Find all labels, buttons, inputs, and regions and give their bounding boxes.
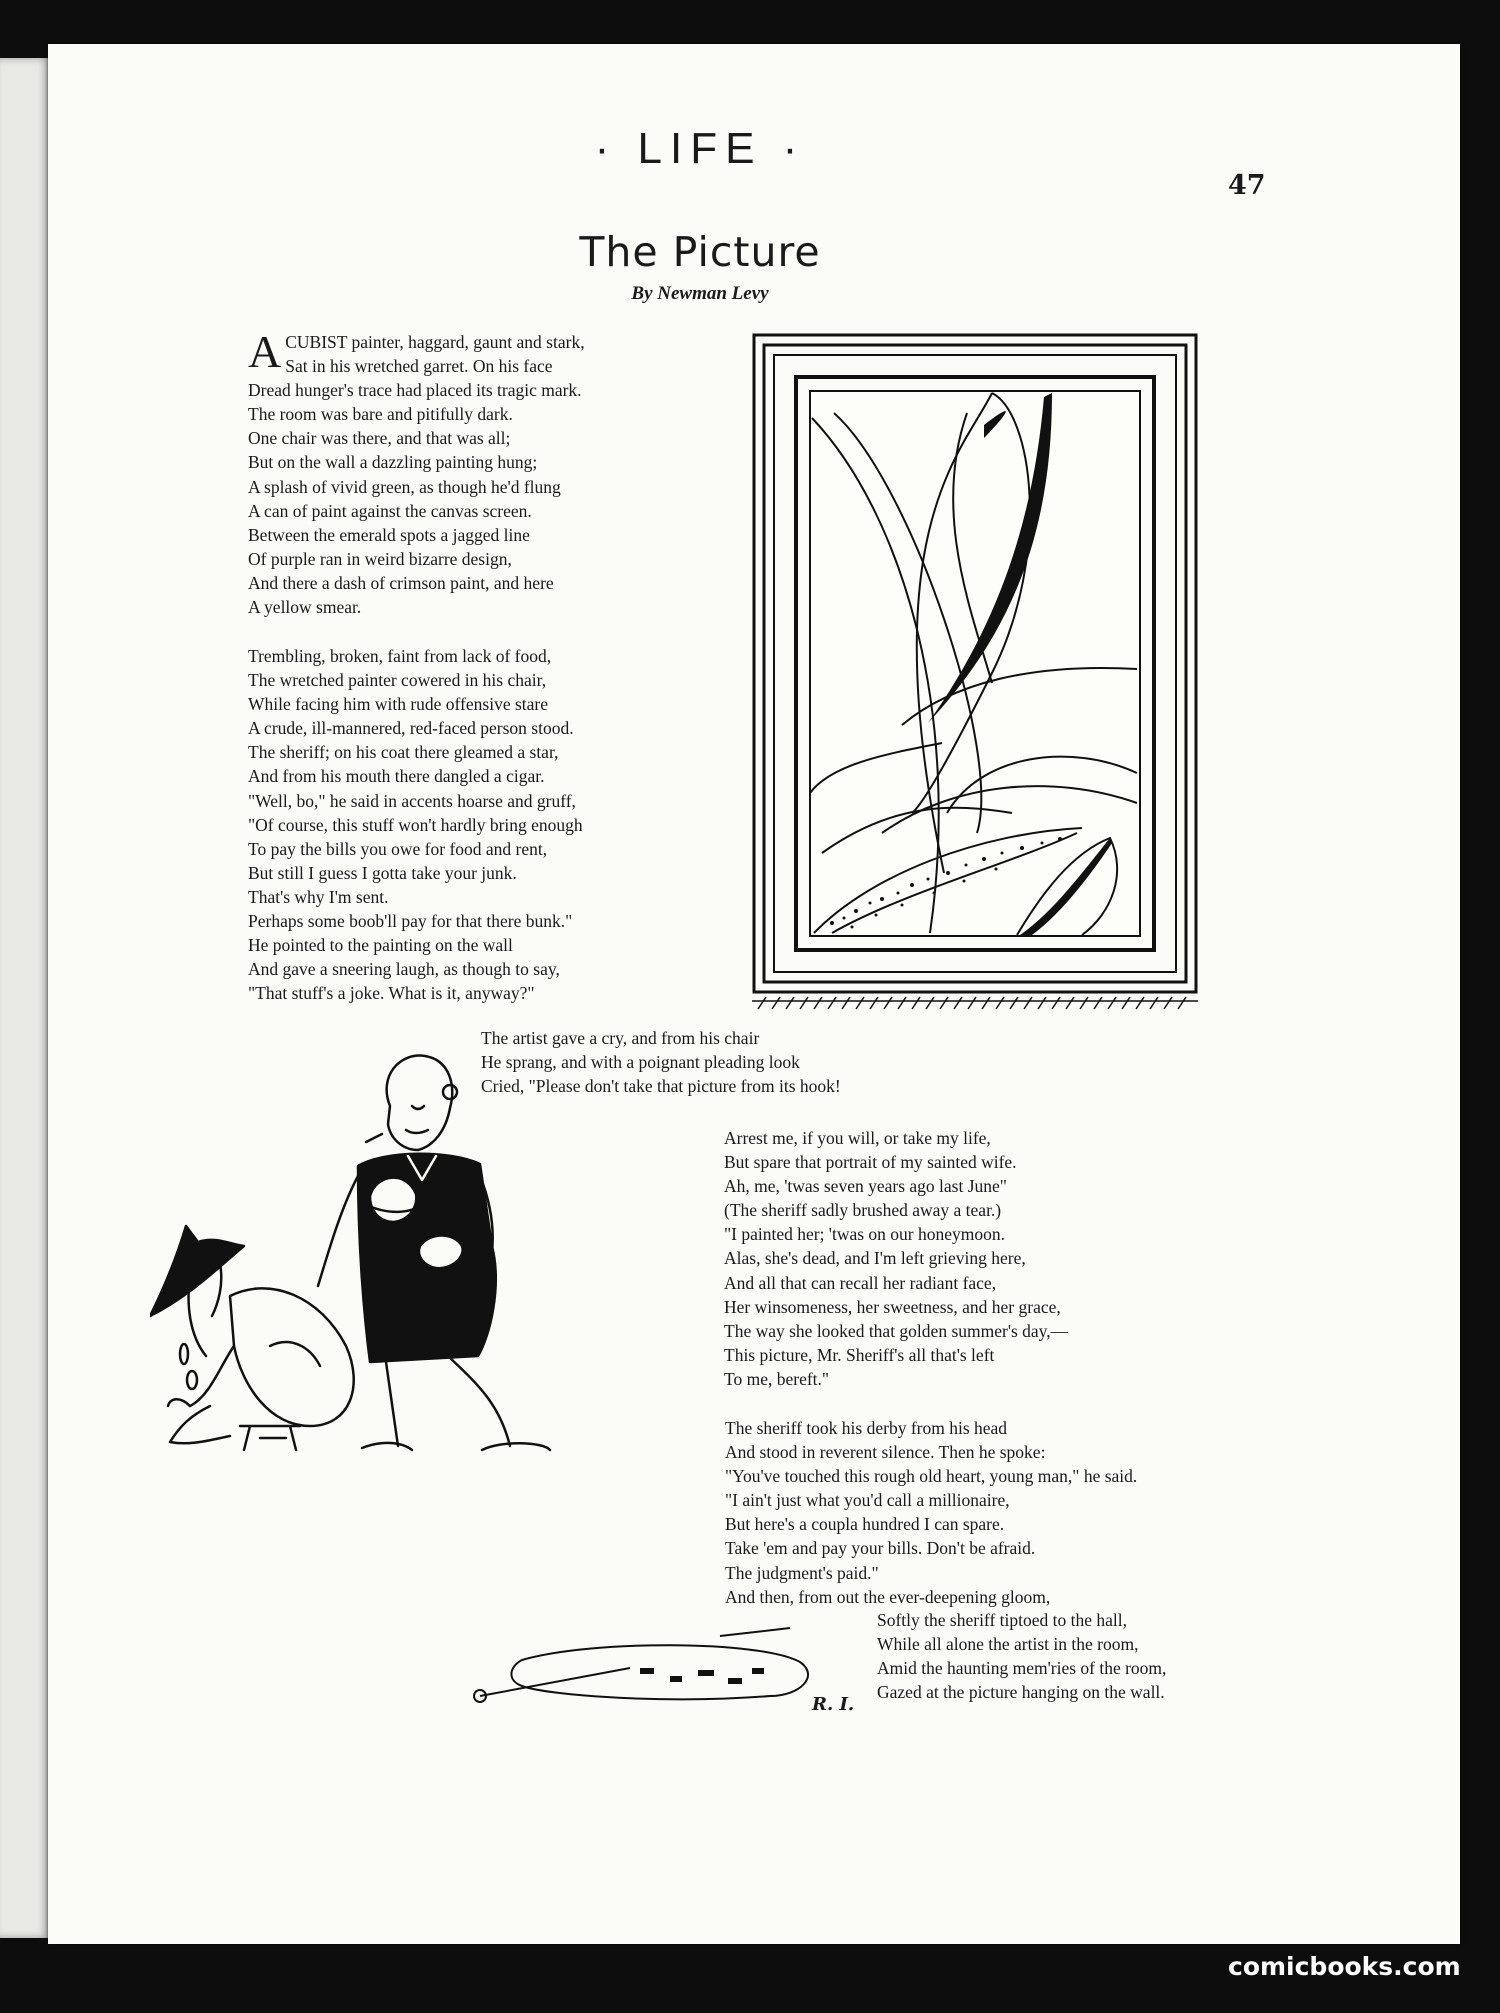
artist-body xyxy=(230,1288,354,1426)
verse-line: Take 'em and pay your bills. Don't be afraid. xyxy=(725,1538,1036,1559)
verse-line: A can of paint against the canvas screen. xyxy=(248,500,532,521)
verse-line: Her winsomeness, her sweetness, and her grace, xyxy=(724,1296,1061,1317)
cubist-painting-frame xyxy=(752,333,1198,1011)
verse-line: The sheriff; on his coat there gleamed a star, xyxy=(248,742,559,763)
stanza-4 xyxy=(724,1126,1068,1391)
verse-line: He sprang, and with a poignant pleading look xyxy=(481,1052,800,1073)
hatched-ledge xyxy=(752,997,1198,1009)
verse-line: Trembling, broken, faint from lack of food, xyxy=(248,646,552,666)
stanza-1 xyxy=(248,326,585,619)
verse-line: A splash of vivid green, as though he'd flung xyxy=(248,476,561,497)
stanza-6 xyxy=(877,1608,1166,1704)
verse-line: Between the emerald spots a jagged line xyxy=(248,524,530,545)
verse-line: But on the wall a dazzling painting hung; xyxy=(248,452,538,473)
verse-line: He pointed to the painting on the wall xyxy=(248,935,513,956)
poem-title: The Picture xyxy=(579,228,821,276)
verse-line: And gave a sneering laugh, as though to say, xyxy=(248,959,560,980)
verse-line: The wretched painter cowered in his chair, xyxy=(248,670,547,691)
verse-line: And then, from out the ever-deepening gloom, xyxy=(725,1586,1051,1607)
verse-line: The artist gave a cry, and from his chair xyxy=(481,1028,760,1048)
verse-line: Alas, she's dead, and I'm left grieving here, xyxy=(724,1248,1026,1269)
verse-line: A yellow smear. xyxy=(248,597,362,618)
verse-line: Of purple ran in weird bizarre design, xyxy=(248,548,512,569)
verse-line: But spare that portrait of my sainted wife. xyxy=(724,1152,1017,1173)
verse-line: The way she looked that golden summer's day,— xyxy=(724,1320,1069,1341)
sheriff-head xyxy=(387,1056,453,1150)
verse-line: "You've touched this rough old heart, young man," he said. xyxy=(725,1466,1138,1487)
stool xyxy=(240,1426,300,1450)
verse-line: One chair was there, and that was all; xyxy=(248,428,511,449)
byline: By Newman Levy xyxy=(631,283,769,304)
verse-line: Amid the haunting mem'ries of the room, xyxy=(877,1658,1167,1679)
verse-line: Gazed at the picture hanging on the wall. xyxy=(877,1682,1165,1703)
verse-line: Ah, me, 'twas seven years ago last June" xyxy=(724,1176,1007,1197)
stanza-2 xyxy=(248,644,583,1005)
watermark: comicbooks.com xyxy=(1228,1952,1461,1981)
verse-line: Cried, "Please don't take that picture from its hook! xyxy=(481,1076,841,1097)
verse-line: While all alone the artist in the room, xyxy=(877,1634,1139,1655)
verse-line: And stood in reverent silence. Then he spoke: xyxy=(725,1442,1046,1463)
verse-line: That's why I'm sent. xyxy=(248,886,389,907)
masthead: · LIFE · xyxy=(594,124,806,173)
verse-line: "That stuff's a joke. What is it, anyway?" xyxy=(248,983,535,1004)
paint-palette xyxy=(470,1626,870,1716)
drop-cap: A xyxy=(248,326,282,377)
verse-line: And all that can recall her radiant face, xyxy=(724,1272,997,1293)
verse-line: Softly the sheriff tiptoed to the hall, xyxy=(877,1610,1127,1630)
verse-line: "I ain't just what you'd call a millionaire, xyxy=(725,1490,1010,1511)
verse-line: Sat in his wretched garret. On his face xyxy=(285,356,553,377)
page-number: 47 xyxy=(1228,170,1266,201)
verse-line: And from his mouth there dangled a cigar. xyxy=(248,766,545,787)
verse-line: But here's a coupla hundred I can spare. xyxy=(725,1514,1005,1535)
verse-line: "I painted her; 'twas on our honeymoon. xyxy=(724,1224,1005,1245)
derby-hat xyxy=(370,1178,416,1222)
verse-line: "Well, bo," he said in accents hoarse and gruff, xyxy=(248,790,576,811)
verse-line: But still I guess I gotta take your junk. xyxy=(248,862,517,883)
verse-line: This picture, Mr. Sheriff's all that's left xyxy=(724,1344,995,1365)
stanza-1-lines xyxy=(248,378,582,619)
verse-line: The sheriff took his derby from his head xyxy=(725,1418,1008,1438)
verse-line: To me, bereft." xyxy=(724,1368,830,1389)
verse-line: The room was bare and pitifully dark. xyxy=(248,404,513,425)
verse-line: And there a dash of crimson paint, and here xyxy=(248,572,554,593)
verse-line: CUBIST painter, haggard, gaunt and stark, xyxy=(285,332,585,352)
verse-line: The judgment's paid." xyxy=(725,1562,879,1583)
verse-line: Dread hunger's trace had placed its tragic mark. xyxy=(248,380,582,401)
verse-line: A crude, ill-mannered, red-faced person stood. xyxy=(248,718,574,739)
verse-line: "Of course, this stuff won't hardly bring enough xyxy=(248,814,583,835)
illustrator-signature: R. I. xyxy=(812,1694,855,1715)
stanza-5 xyxy=(725,1416,1137,1609)
verse-line: While facing him with rude offensive stare xyxy=(248,694,548,715)
verse-line: Arrest me, if you will, or take my life, xyxy=(724,1128,991,1148)
verse-line: Perhaps some boob'll pay for that there bunk." xyxy=(248,911,573,932)
verse-line: To pay the bills you owe for food and rent, xyxy=(248,838,548,859)
previous-page-edge xyxy=(0,58,50,1938)
sheriff-and-artist-cartoon xyxy=(150,1046,690,1456)
verse-line: (The sheriff sadly brushed away a tear.) xyxy=(724,1200,1002,1221)
